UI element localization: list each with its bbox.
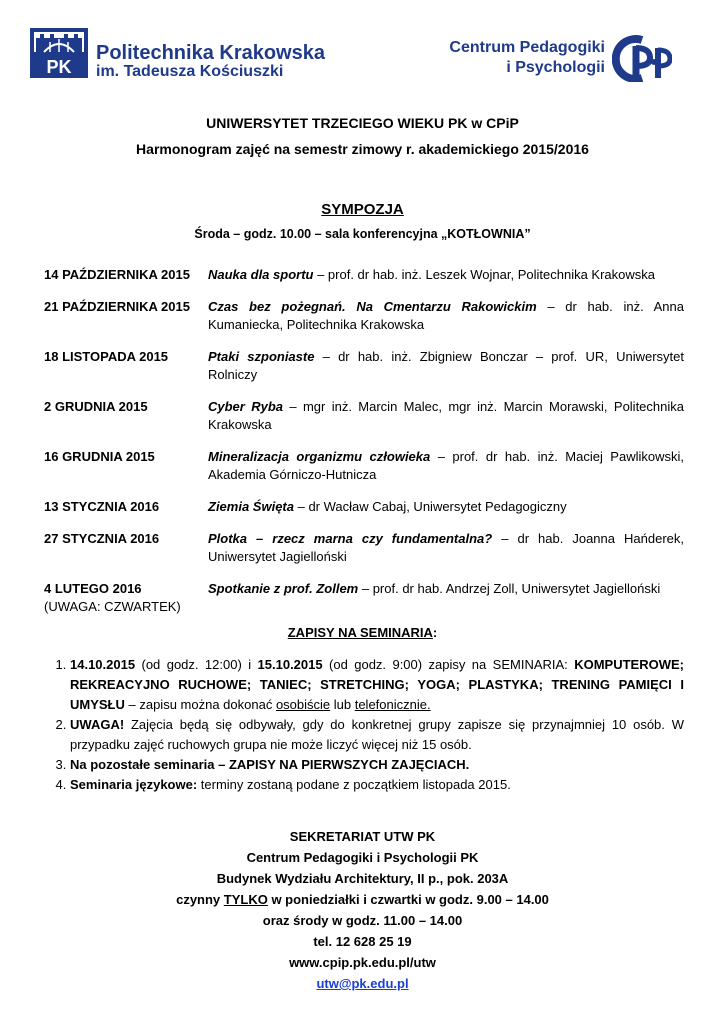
contact-hours-text: w poniedziałki i czwartki w godz. 9.00 – 14.00 xyxy=(267,892,549,907)
contact-website: www.cpip.pk.edu.pl/utw xyxy=(289,955,436,970)
zapisy-text: (od godz. 12:00) i xyxy=(135,657,258,672)
schedule-speaker: – mgr inż. Marcin Malec, mgr inż. Marcin Morawski, Politechnika Krakowska xyxy=(208,399,684,432)
zapisy-heading-text: ZAPISY NA SEMINARIA xyxy=(287,625,433,640)
schedule-date-note: (UWAGA: CZWARTEK) xyxy=(44,599,181,614)
contact-hours xyxy=(0,889,725,910)
zapisy-item xyxy=(70,775,684,795)
zapisy-by-phone: telefonicznie. xyxy=(354,697,431,712)
contact-phone: tel. 12 628 25 19 xyxy=(313,934,412,949)
schedule-row xyxy=(44,298,684,334)
zapisy-date: 15.10.2015 xyxy=(257,657,323,672)
zapisy-item xyxy=(70,715,684,755)
university-subname: im. Tadeusza Kościuszki xyxy=(96,63,284,80)
contact-hours-text: czynny xyxy=(176,892,224,907)
contact-address: Budynek Wydziału Architektury, II p., pok. 203A xyxy=(216,871,509,886)
schedule-topic: Spotkanie z prof. Zollem xyxy=(208,581,359,596)
schedule-topic: Ptaki szponiaste xyxy=(208,349,315,364)
contact-hours-only: TYLKO xyxy=(223,892,268,907)
schedule-date: 27 STYCZNIA 2016 xyxy=(44,531,160,546)
schedule-row xyxy=(44,580,684,616)
schedule-date: 4 LUTEGO 2016 xyxy=(44,581,142,596)
zapisy-text: – zapisu można dokonać xyxy=(124,697,276,712)
schedule-speaker: – dr hab. inż. Zbigniew Bonczar – prof. UR, Uniwersytet Rolniczy xyxy=(208,349,684,382)
zapisy-item xyxy=(70,755,684,775)
schedule-date: 13 STYCZNIA 2016 xyxy=(44,499,160,514)
schedule-topic: Nauka dla sportu xyxy=(208,267,314,282)
cpip-logo-icon xyxy=(612,34,672,82)
schedule-date: 18 LISTOPADA 2015 xyxy=(44,349,169,364)
university-name: Politechnika Krakowska xyxy=(96,42,325,64)
sympozja-section xyxy=(0,198,725,244)
schedule-topic: Plotka – rzecz marna czy fundamentalna? xyxy=(208,531,493,546)
schedule-topic: Mineralizacja organizmu człowieka xyxy=(208,449,431,464)
schedule-speaker: – prof. dr hab. inż. Maciej Pawlikowski, Akademia Górniczo-Hutnicza xyxy=(208,449,684,482)
schedule-date: 2 GRUDNIA 2015 xyxy=(44,399,148,414)
schedule-row xyxy=(44,348,684,384)
zapisy-text: Na pozostałe seminaria – ZAPISY NA PIERWSZYCH ZAJĘCIACH. xyxy=(70,757,470,772)
contact-block xyxy=(0,826,725,994)
zapisy-text: terminy zostaną podane z początkiem listopada 2015. xyxy=(197,777,511,792)
sympozja-heading: SYMPOZJA xyxy=(321,201,404,218)
schedule-row xyxy=(44,266,684,284)
zapisy-heading-colon: : xyxy=(432,625,438,640)
schedule-topic: Czas bez pożegnań. Na Cmentarzu Rakowickim xyxy=(208,299,537,314)
cpip-name-line2: i Psychologii xyxy=(506,59,605,76)
zapisy-date: 14.10.2015 xyxy=(70,657,136,672)
cpip-name-line1: Centrum Pedagogiki xyxy=(449,39,605,56)
contact-office: SEKRETARIAT UTW PK xyxy=(289,829,436,844)
schedule-speaker: – dr hab. Joanna Hańderek, Uniwersytet Jagielloński xyxy=(208,531,684,564)
header xyxy=(0,0,725,95)
schedule-date: 21 PAŹDZIERNIKA 2015 xyxy=(44,299,190,314)
contact-center: Centrum Pedagogiki i Psychologii PK xyxy=(246,850,479,865)
zapisy-label: Seminaria językowe: xyxy=(70,777,198,792)
pk-logo-icon xyxy=(30,28,88,78)
zapisy-text: Zajęcia będą się odbywały, gdy do konkretnej grupy zapisze się przynajmniej 10 osób. W przypadku zajęć ruchowych grupa nie może liczyć więcej niż 15 osób. xyxy=(70,717,684,752)
page-title: UNIWERSYTET TRZECIEGO WIEKU PK w CPiP xyxy=(206,115,519,131)
page-subtitle: Harmonogram zajęć na semestr zimowy r. akademickiego 2015/2016 xyxy=(136,141,589,157)
schedule-list xyxy=(44,266,684,630)
schedule-row xyxy=(44,448,684,484)
cpip-name xyxy=(449,38,605,78)
schedule-speaker: – dr hab. inż. Anna Kumaniecka, Politechnika Krakowska xyxy=(208,299,685,332)
schedule-row xyxy=(44,498,684,516)
pk-logo-letters: PK xyxy=(46,57,72,77)
schedule-date: 16 GRUDNIA 2015 xyxy=(44,449,155,464)
contact-hours-wednesday: oraz środy w godz. 11.00 – 14.00 xyxy=(262,913,463,928)
zapisy-item xyxy=(70,655,684,715)
zapisy-warning: UWAGA! xyxy=(70,717,125,732)
title-block xyxy=(0,110,725,162)
schedule-topic: Cyber Ryba xyxy=(208,399,283,414)
contact-email-link[interactable]: utw@pk.edu.pl xyxy=(316,976,409,991)
seminar-list: KOMPUTEROWE; REKREACYJNO RUCHOWE; TANIEC; STRETCHING; YOGA; PLASTYKA; TRENING PAMIĘCI I UMYSŁU xyxy=(70,657,684,712)
schedule-speaker: – dr Wacław Cabaj, Uniwersytet Pedagogiczny xyxy=(293,499,567,514)
schedule-speaker: – prof. dr hab. inż. Leszek Wojnar, Politechnika Krakowska xyxy=(313,267,656,282)
schedule-row xyxy=(44,530,684,566)
schedule-row xyxy=(44,398,684,434)
sympozja-subheading: Środa – godz. 10.00 – sala konferencyjna „KOTŁOWNIA” xyxy=(194,227,531,241)
schedule-topic: Ziemia Święta xyxy=(208,499,294,514)
zapisy-list xyxy=(44,655,684,795)
zapisy-in-person: osobiście xyxy=(275,697,331,712)
schedule-date: 14 PAŹDZIERNIKA 2015 xyxy=(44,267,190,282)
schedule-speaker: – prof. dr hab. Andrzej Zoll, Uniwersytet Jagielloński xyxy=(358,581,661,596)
zapisy-text: lub xyxy=(330,697,355,712)
zapisy-text: (od godz. 9:00) zapisy na SEMINARIA: xyxy=(322,657,575,672)
zapisy-heading xyxy=(0,625,725,640)
